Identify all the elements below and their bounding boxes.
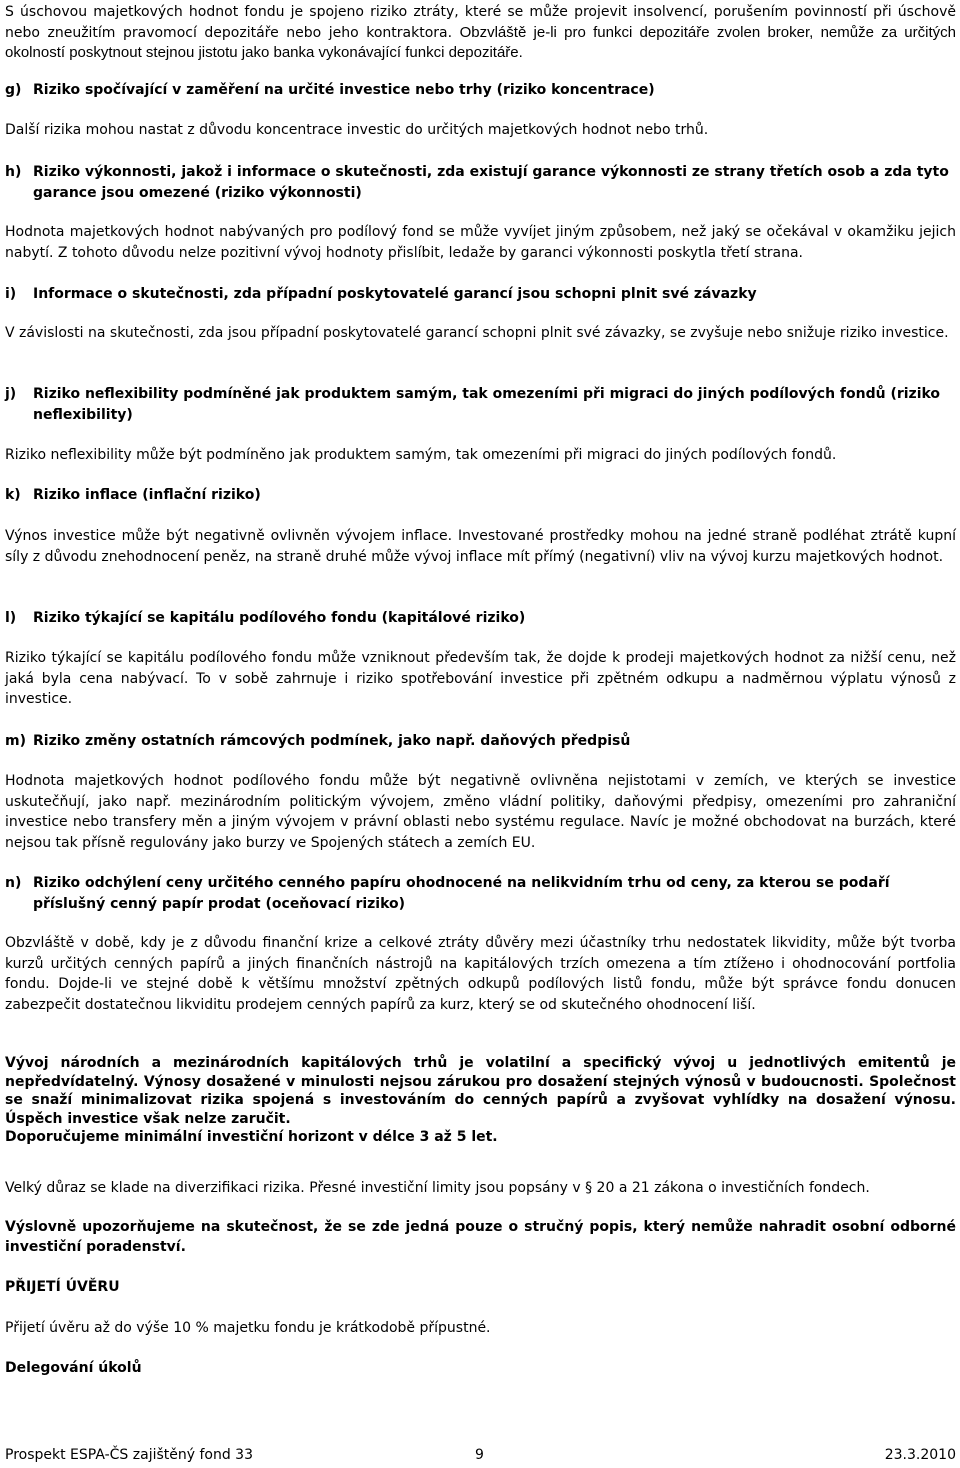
footer-document-title: Prospekt ESPA-ČS zajištěný fond 33	[5, 1447, 253, 1463]
section-j-body	[5, 445, 956, 466]
section-i-body	[5, 323, 956, 344]
section-label: g)	[5, 82, 22, 98]
section-g	[5, 80, 956, 101]
section-title: Informace o skutečnosti, zda případní poskytovatelé garancí jsou schopni plnit své závazky	[33, 286, 757, 302]
section-heading	[5, 873, 956, 914]
section-body: Hodnota majetkových hodnot nabývaných pro podílový fond se může vyvíjet jiným způsobem, než jaký se očekával v okamžiku jejich nabytí. Z tohoto důvodu nelze pozitivní vývoj hodnoty přislíbit, ledaže by garanci výkonnosti poskytla třetí strana.	[5, 224, 956, 261]
section-body: V závislosti na skutečnosti, zda jsou případní poskytovatelé garancí schopni plnit své závazky, se zvyšuje nebo snižuje riziko investice.	[5, 325, 949, 341]
section-heading	[5, 162, 956, 203]
intro-text-1: S úschovou majetkových hodnot fondu je spojeno riziko ztráty, které se může projevit insolvencí, porušením povinností při úschově nebo zneužitím pravomocí depozitáře nebo jeho kontraktora.	[5, 4, 956, 41]
section-heading	[5, 608, 956, 629]
section-title: Riziko neflexibility podmíněné jak produktem samým, tak omezeními při migraci do jiných podílových fondů (riziko neflexibility)	[33, 386, 941, 423]
section-body: Riziko neflexibility může být podmíněno jak produktem samým, tak omezeními při migraci do jiných podílových fondů.	[5, 447, 837, 463]
loan-heading: PŘIJETÍ ÚVĚRU	[5, 1279, 120, 1295]
section-title: Riziko změny ostatních rámcových podmínek, jako např. daňových předpisů	[33, 733, 631, 749]
section-heading	[5, 80, 956, 101]
section-n-body	[5, 933, 956, 1015]
section-n	[5, 873, 956, 914]
section-body: Obzvláště v době, kdy je z důvodu finanční krize a celkové ztráty důvěry mezi účastníky trhu nedostatek likvidity, může být tvorba kurzů určitých cenných papírů a jiných finančních nástrojů na kapitálových trzích omezena a tím ztížено i ohodnocování portfolia fondu. Dojde-li ve stejné době k většímu množství zpětných odkupů podílových listů fondu, může být správce fondu donucen zabezpečit dostatečnou likviditu prodejem cenných papírů za kurz, který se od skutečného ohodnocení liší.	[5, 935, 956, 1013]
section-heading	[5, 485, 956, 506]
section-body: Výnos investice může být negativně ovlivněn vývojem inflace. Investované prostředky mohou na jedné straně podléhat ztrátě kupní síly z důvodu znehodnocení peněz, na straně druhé může vývoj inflace mít přímý (negativní) vliv na vývoj kurzu majetkových hodnot.	[5, 528, 956, 565]
section-label: n)	[5, 875, 22, 891]
section-title: Riziko odchýlení ceny určitého cenného papíru ohodnocené na nelikvidním trhu od ceny, za kterou se podaří příslušný cenný papír prodat (oceňovací riziko)	[33, 875, 890, 912]
section-m-body	[5, 771, 956, 853]
section-j	[5, 384, 956, 425]
footer-date: 23.3.2010	[884, 1447, 956, 1463]
section-heading	[5, 731, 956, 752]
document-page	[5, 0, 956, 1468]
section-title: Riziko spočívající v zaměření na určité investice nebo trhy (riziko koncentrace)	[33, 82, 655, 98]
intro-paragraph	[5, 2, 956, 64]
section-label: m)	[5, 733, 26, 749]
loan-body: Přijetí úvěru až do výše 10 % majetku fondu je krátkodobě přípustné.	[5, 1320, 491, 1336]
loan-body-block	[5, 1318, 956, 1339]
section-label: i)	[5, 286, 17, 302]
section-l	[5, 608, 956, 629]
disclaimer-text: Výslovně upozorňujeme na skutečnost, že se zde jedná pouze o stručný popis, který nemůže nahradit osobní odborné investiční poradenství.	[5, 1219, 956, 1255]
section-body: Riziko týkající se kapitálu podílového fondu může vzniknout především tak, že dojde k prodeji majetkových hodnot za nižší cenu, než jaká byla cena nabývací. To v sobě zahrnuje i riziko spotřebování investice při zpětném odkupu a nadměrnou výplatu výnosů z investice.	[5, 650, 956, 707]
section-title: Riziko výkonnosti, jakož i informace o skutečnosti, zda existují garance výkonnosti ze strany třetích osob a zda tyto garance jsou omezené (riziko výkonnosti)	[33, 164, 949, 201]
section-heading	[5, 284, 956, 305]
section-g-body	[5, 120, 956, 141]
section-l-body	[5, 648, 956, 710]
section-title: Riziko inflace (inflační riziko)	[33, 487, 261, 503]
section-body: Hodnota majetkových hodnot podílového fondu může být negativně ovlivněna nejistotami v zemích, ve kterých se investice uskutečňují, jako např. mezinárodním politickým vývojem, změno vládní politiky, daňovými předpisy, omezeními pro zahraniční investice nebo transfery měn a jiným vývojem v právní oblasti nebo systému regulace. Navíc je možné obchodovat na burzách, které nejsou tak přísně regulovány jako burzy ve Spojených státech a zemích EU.	[5, 773, 956, 851]
disclaimer-block	[5, 1217, 956, 1257]
section-h	[5, 162, 956, 203]
section-k	[5, 485, 956, 506]
delegation-block	[5, 1358, 956, 1379]
delegation-heading: Delegování úkolů	[5, 1360, 142, 1376]
section-k-body	[5, 526, 956, 567]
diversification-text: Velký důraz se klade na diverzifikaci rizika. Přesné investiční limity jsou popsány v § 20 a 21 zákona o investičních fondech.	[5, 1180, 870, 1196]
diversification-block	[5, 1178, 956, 1199]
loan-heading-block	[5, 1277, 956, 1298]
section-title: Riziko týkající se kapitálu podílového fondu (kapitálové riziko)	[33, 610, 526, 626]
intro-text-2: Obzvláště je-li pro funkci depozitáře zvolen broker, nemůže za určitých okolností poskytnout stejnou jistotu jako banka vykonávající funkci depozitáře.	[5, 23, 956, 61]
warning-text: Vývoj národních a mezinárodních kapitálových trhů je volatilní a specifický vývoj u jednotlivých emitentů je nepředvídatelný. Výnosy dosažené v minulosti nejsou zárukou pro dosažení stejných výnosů v budoucnosti. Společnost se snaží minimalizovat rizika spojená s investováním do cenných papírů a zvyšovat vyhlídky na dosažení výnosu. Úspěch investice však nelze zaručit.	[5, 1055, 956, 1127]
warning-block	[5, 1054, 956, 1147]
footer-page-number: 9	[475, 1447, 484, 1463]
section-i	[5, 284, 956, 305]
intro-block	[5, 2, 956, 64]
section-label: h)	[5, 164, 22, 180]
section-m	[5, 731, 956, 752]
section-label: k)	[5, 487, 21, 503]
horizon-text: Doporučujeme minimální investiční horizont v délce 3 až 5 let.	[5, 1129, 498, 1145]
section-label: l)	[5, 610, 17, 626]
section-heading	[5, 384, 956, 425]
section-label: j)	[5, 386, 17, 402]
section-body: Další rizika mohou nastat z důvodu koncentrace investic do určitých majetkových hodnot nebo trhů.	[5, 122, 709, 138]
section-h-body	[5, 222, 956, 263]
